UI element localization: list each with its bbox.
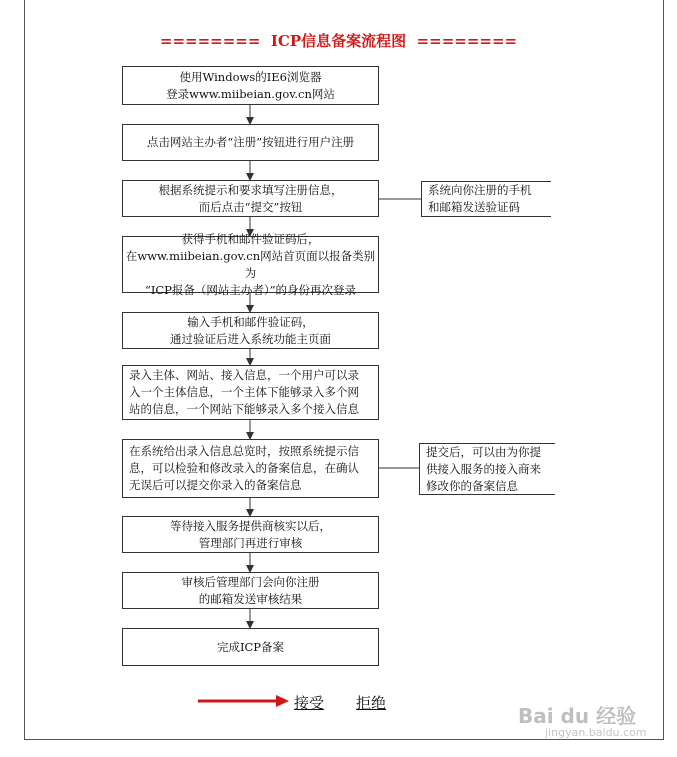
legend-accept: 接受 [294, 694, 325, 712]
step-6-box: 录入主体、网站、接入信息，一个用户可以录 入一个主体信息，一个主体下能够录入多个网 站的信息，一个网站下能够录入多个接入信息 [122, 365, 379, 420]
step-3-box: 根据系统提示和要求填写注册信息， 而后点击“提交”按钮 [122, 180, 379, 217]
step-8-box: 等待接入服务提供商核实以后， 管理部门再进行审核 [122, 516, 379, 553]
baidu-watermark-url: jingyan.baidu.com [545, 726, 647, 739]
note-verification-code: 系统向你注册的手机 和邮箱发送验证码 [421, 181, 551, 217]
note-modify-by-provider: 提交后，可以由为你提 供接入服务的接入商来 修改你的备案信息 [419, 443, 555, 495]
diagram-title: ======== ICP信息备案流程图 ======== [159, 32, 518, 50]
step-4-box: 获得手机和邮件验证码后， 在www.miibeian.gov.cn网站首页面以报备类别为 “ICP报备（网站主办者）”的身份再次登录 [122, 236, 379, 293]
step-5-box: 输入手机和邮件验证码， 通过验证后进入系统功能主页面 [122, 312, 379, 349]
legend-arrow-icon [198, 694, 290, 708]
step-2-box: 点击网站主办者“注册”按钮进行用户注册 [122, 124, 379, 161]
legend-reject: 拒绝 [356, 694, 387, 712]
step-7-box: 在系统给出录入信息总览时，按照系统提示信 息，可以检验和修改录入的备案信息，在确认 无误后可以提交你录入的备案信息 [122, 439, 379, 498]
step-1-box: 使用Windows的IE6浏览器 登录www.miibeian.gov.cn网站 [122, 66, 379, 105]
baidu-watermark: Bai du 经验 [518, 704, 637, 728]
step-9-box: 审核后管理部门会向你注册 的邮箱发送审核结果 [122, 572, 379, 609]
step-10-box: 完成ICP备案 [122, 628, 379, 666]
